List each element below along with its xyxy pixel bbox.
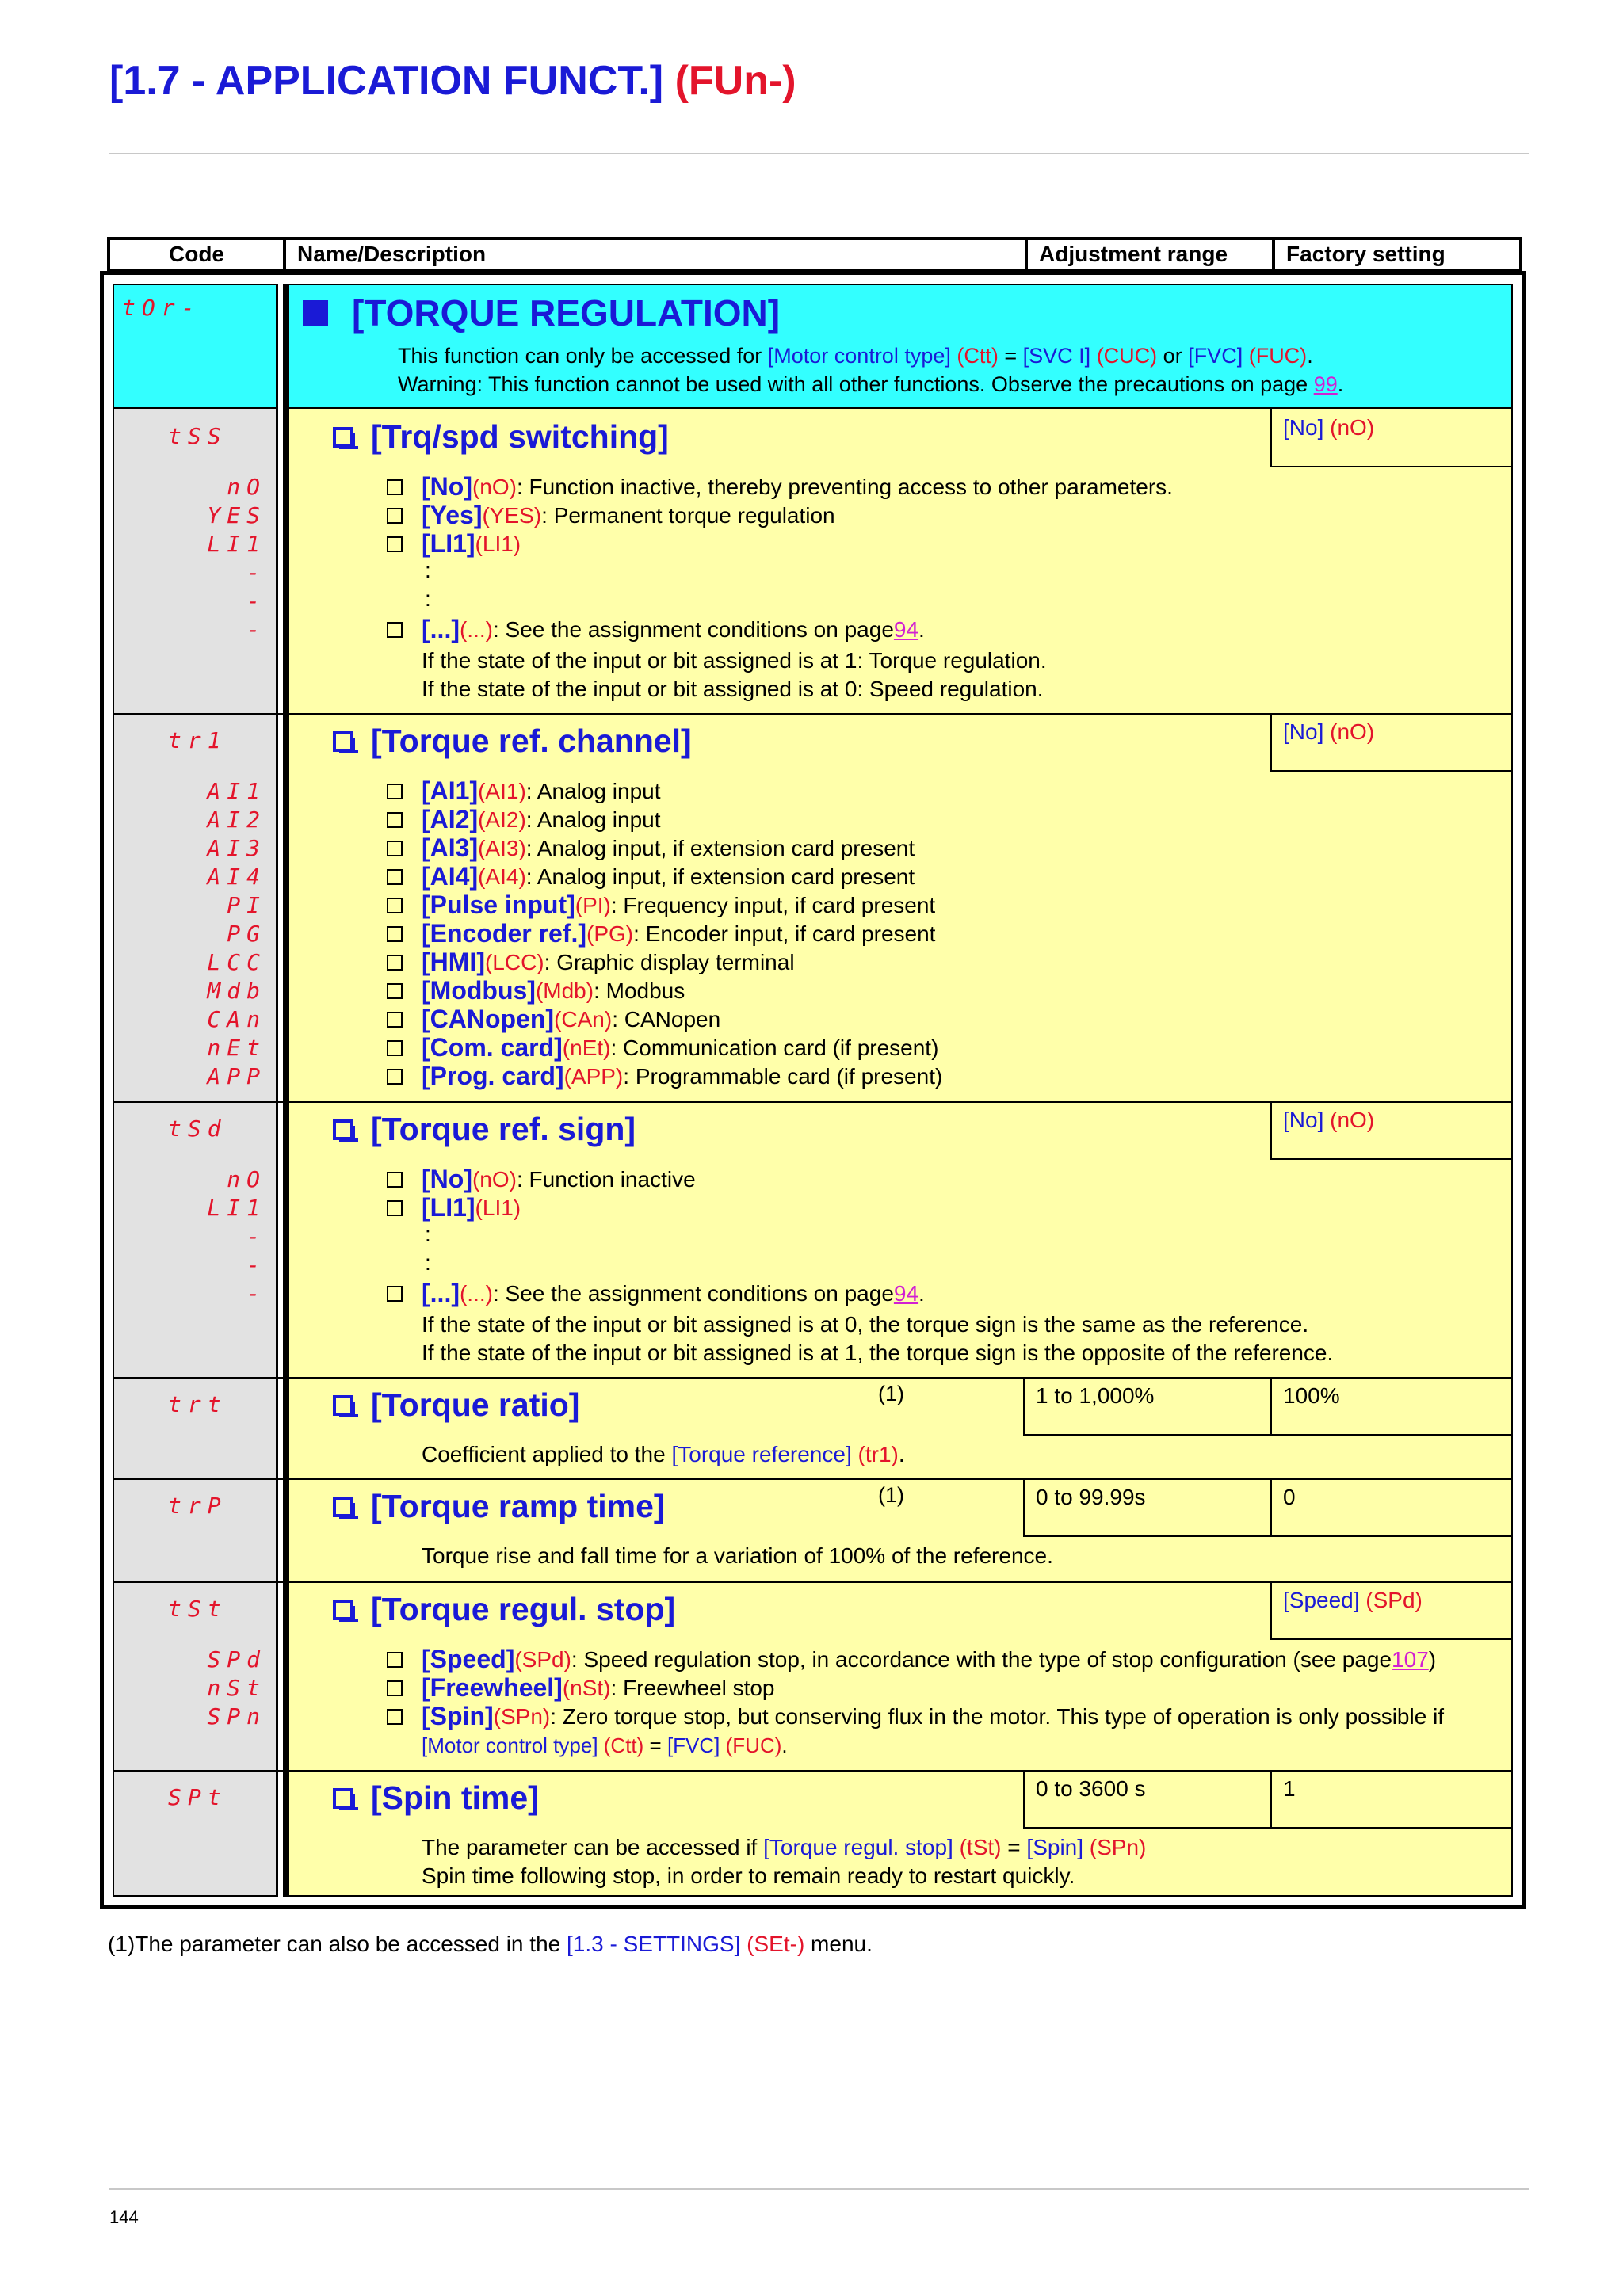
page-link-99[interactable]: 99	[1313, 372, 1338, 396]
ellipsis-colon: :	[425, 1250, 431, 1275]
option-box-icon	[387, 508, 403, 524]
option-code: nSt	[207, 1675, 266, 1701]
section-access-note: This function can only be accessed for [Motor control type] (Ctt) = [SVC I] (CUC) or [FVC] (FUC).	[398, 344, 1313, 368]
factory-cell-tss: [No] (nO)	[1270, 409, 1513, 467]
param-checkbox-icon	[333, 731, 353, 752]
param-checkbox-icon	[333, 1600, 353, 1620]
factory-cell-trt: 100%	[1270, 1377, 1513, 1436]
option-box-icon	[387, 955, 403, 971]
param-code-trp: trP	[168, 1493, 227, 1519]
option-code: -	[246, 1252, 266, 1278]
page-number: 144	[109, 2207, 139, 2227]
param-checkbox-icon	[333, 1788, 353, 1809]
option-box-icon	[387, 536, 403, 552]
param-title-tst: [Torque regul. stop]	[333, 1591, 675, 1628]
list-item: [Freewheel] (nSt) : Freewheel stop	[387, 1673, 775, 1703]
option-box-icon	[387, 841, 403, 856]
param-note: If the state of the input or bit assigned is at 1: Torque regulation.	[422, 648, 1047, 673]
list-item: [HMI] (LCC) : Graphic display terminal	[387, 948, 795, 977]
range-cell-spt: 0 to 3600 s	[1023, 1770, 1272, 1829]
option-code: AI3	[207, 835, 266, 861]
list-item: [LI1] (LI1)	[387, 1193, 521, 1222]
page-link-94[interactable]: 94	[893, 616, 919, 642]
footnote-ref: (1)	[878, 1382, 904, 1405]
option-code: -	[246, 1280, 266, 1306]
list-item: [Speed] (SPd) : Speed regulation stop, in accordance with the type of stop configuration (see page 107 )	[387, 1645, 1436, 1674]
list-item: [Prog. card] (APP) : Programmable card (if present)	[387, 1062, 942, 1091]
option-code: LCC	[207, 949, 266, 975]
option-box-icon	[387, 869, 403, 885]
section-warning: Warning: This function cannot be used with all other functions. Observe the precautions on page 99.	[398, 372, 1344, 396]
list-item: [Com. card] (nEt) : Communication card (if present)	[387, 1033, 938, 1062]
page-link-94[interactable]: 94	[893, 1280, 919, 1306]
header-code: Code	[107, 237, 286, 272]
param-checkbox-icon	[333, 427, 353, 448]
list-item: [Yes] (YES) : Permanent torque regulation	[387, 501, 835, 530]
option-code: -	[246, 559, 266, 585]
column-separator-thick	[283, 284, 288, 1897]
option-box-icon	[387, 1200, 403, 1216]
ellipsis-colon: :	[425, 586, 431, 611]
option-code: nO	[227, 1166, 266, 1192]
list-item: [AI1] (AI1) : Analog input	[387, 776, 661, 806]
param-code-trt: trt	[168, 1391, 227, 1417]
page-title	[109, 57, 796, 105]
param-code-tsd: tSd	[168, 1116, 227, 1142]
param-title-spt: [Spin time]	[333, 1779, 539, 1817]
list-item: [...] (...) : See the assignment conditions on page 94 .	[387, 615, 925, 644]
param-note: If the state of the input or bit assigned is at 0: Speed regulation.	[422, 677, 1044, 701]
range-cell-trt: 1 to 1,000%	[1023, 1377, 1272, 1436]
option-box-icon	[387, 1040, 403, 1056]
option-box-icon	[387, 926, 403, 942]
option-code: AI4	[207, 864, 266, 890]
factory-cell-tr1: [No] (nO)	[1270, 713, 1513, 772]
section-code: tOr-	[122, 295, 201, 321]
option-box-icon	[387, 1709, 403, 1725]
option-code: CAn	[207, 1006, 266, 1032]
factory-cell-spt: 1	[1270, 1770, 1513, 1829]
option-code: nEt	[207, 1035, 266, 1061]
range-cell-trp: 0 to 99.99s	[1023, 1478, 1272, 1537]
section-square-icon	[303, 300, 328, 326]
param-description: Spin time following stop, in order to remain ready to restart quickly.	[422, 1863, 1075, 1888]
list-item: [...] (...) : See the assignment conditions on page 94 .	[387, 1279, 925, 1308]
option-code: LI1	[207, 1195, 266, 1221]
ellipsis-colon: :	[425, 558, 431, 582]
option-box-icon	[387, 1652, 403, 1668]
option-box-icon	[387, 898, 403, 913]
option-code: SPn	[207, 1703, 266, 1730]
option-code: APP	[207, 1063, 266, 1089]
option-code: Mdb	[207, 978, 266, 1004]
top-divider	[109, 153, 1529, 154]
param-code-tst: tSt	[168, 1596, 227, 1622]
option-code: -	[246, 588, 266, 614]
option-code: YES	[207, 502, 266, 528]
option-code: PI	[227, 892, 266, 918]
option-box-icon	[387, 812, 403, 828]
list-item: [AI3] (AI3) : Analog input, if extension card present	[387, 833, 915, 863]
header-adjustment: Adjustment range	[1025, 237, 1275, 272]
option-box-icon	[387, 1172, 403, 1188]
list-item: [LI1] (LI1)	[387, 529, 521, 559]
footnote: (1)The parameter can also be accessed in the [1.3 - SETTINGS] (SEt-) menu.	[108, 1932, 873, 1956]
option-box-icon	[387, 1069, 403, 1085]
footnote-ref: (1)	[878, 1483, 904, 1507]
page-link-107[interactable]: 107	[1392, 1646, 1429, 1672]
option-box-icon	[387, 479, 403, 495]
list-item: [No] (nO) : Function inactive, thereby preventing access to other parameters.	[387, 472, 1173, 502]
list-item: [Modbus] (Mdb) : Modbus	[387, 976, 685, 1005]
list-item: [No] (nO) : Function inactive	[387, 1165, 696, 1194]
param-title-tsd: [Torque ref. sign]	[333, 1111, 636, 1148]
option-code: SPd	[207, 1646, 266, 1672]
option-code: nO	[227, 474, 266, 500]
option-code: -	[246, 616, 266, 643]
list-item: [Encoder ref.] (PG) : Encoder input, if card present	[387, 919, 935, 948]
option-code: -	[246, 1223, 266, 1249]
ellipsis-colon: :	[425, 1222, 431, 1246]
option-box-icon	[387, 983, 403, 999]
bottom-divider	[109, 2188, 1529, 2190]
param-title-tss: [Trq/spd switching]	[333, 418, 669, 456]
param-description: Coefficient applied to the [Torque reference] (tr1).	[422, 1442, 905, 1466]
list-item: [Pulse input] (PI) : Frequency input, if card present	[387, 891, 935, 920]
param-checkbox-icon	[333, 1497, 353, 1517]
list-item: [Spin] (SPn) : Zero torque stop, but conserving flux in the motor. This type of operation is only possible if	[387, 1702, 1444, 1731]
option-box-icon	[387, 1680, 403, 1696]
option-box-icon	[387, 784, 403, 799]
factory-cell-tsd: [No] (nO)	[1270, 1101, 1513, 1160]
option-continuation: [Motor control type] (Ctt) = [FVC] (FUC).	[422, 1733, 788, 1757]
param-code-tr1: tr1	[168, 727, 227, 753]
option-box-icon	[387, 1012, 403, 1028]
page-title-menu: [1.7 - APPLICATION FUNCT.]	[109, 58, 664, 104]
param-title-trp: [Torque ramp time]	[333, 1488, 665, 1525]
section-title: [TORQUE REGULATION]	[303, 292, 780, 334]
param-code-tss: tSS	[168, 423, 227, 449]
param-title-tr1: [Torque ref. channel]	[333, 723, 692, 760]
page-title-code: (FUn-)	[674, 58, 796, 104]
param-note: If the state of the input or bit assigned is at 1, the torque sign is the opposite of the reference.	[422, 1341, 1334, 1365]
param-description: Torque rise and fall time for a variation of 100% of the reference.	[422, 1543, 1053, 1568]
factory-cell-tst: [Speed] (SPd)	[1270, 1581, 1513, 1640]
param-checkbox-icon	[333, 1395, 353, 1416]
option-code: PG	[227, 921, 266, 947]
option-code: LI1	[207, 531, 266, 557]
list-item: [CANopen] (CAn) : CANopen	[387, 1005, 720, 1034]
option-code: AI2	[207, 807, 266, 833]
option-box-icon	[387, 1286, 403, 1302]
option-code: AI1	[207, 778, 266, 804]
param-checkbox-icon	[333, 1119, 353, 1140]
param-code-spt: SPt	[168, 1784, 227, 1810]
list-item: [AI2] (AI2) : Analog input	[387, 805, 661, 834]
param-title-trt: [Torque ratio]	[333, 1386, 579, 1424]
option-box-icon	[387, 622, 403, 638]
header-factory: Factory setting	[1272, 237, 1522, 272]
list-item: [AI4] (AI4) : Analog input, if extension card present	[387, 862, 915, 891]
column-separator	[276, 284, 278, 1897]
header-name: Name/Description	[283, 237, 1028, 272]
param-note: If the state of the input or bit assigned is at 0, the torque sign is the same as the reference.	[422, 1312, 1309, 1337]
factory-cell-trp: 0	[1270, 1478, 1513, 1537]
param-description: The parameter can be accessed if [Torque regul. stop] (tSt) = [Spin] (SPn)	[422, 1835, 1147, 1859]
